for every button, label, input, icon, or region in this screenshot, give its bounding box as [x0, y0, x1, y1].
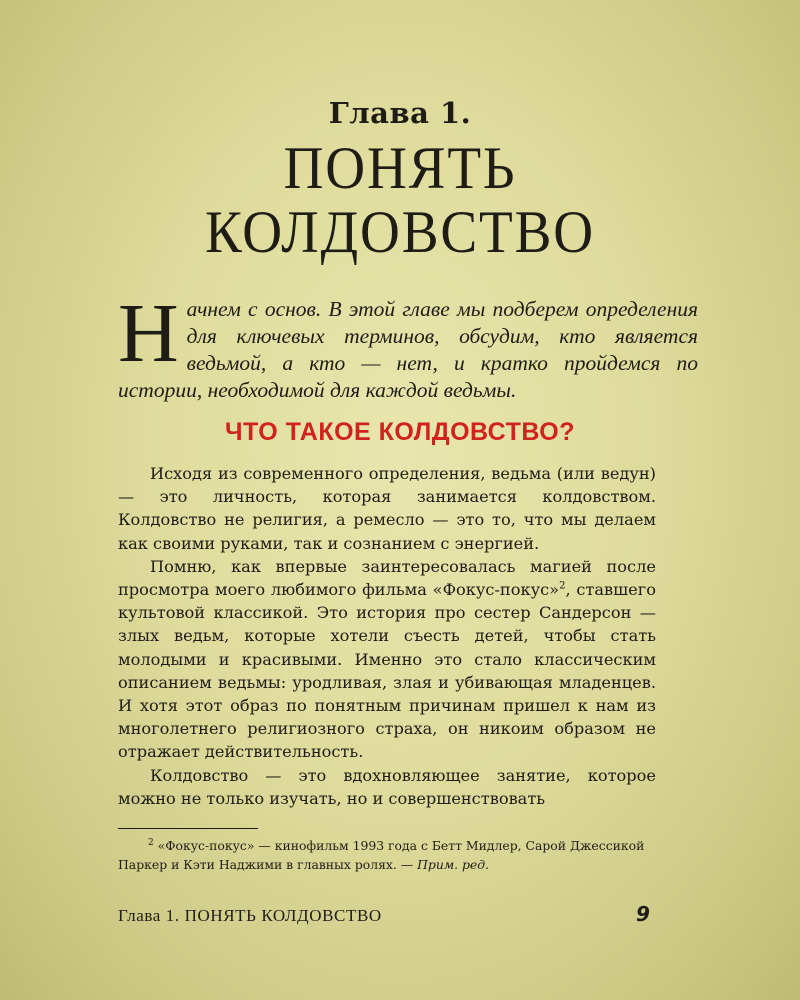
chapter-title-line-1: ПОНЯТЬ — [283, 135, 517, 201]
body-paragraph-3: Колдовство — это вдохновляющее занятие, которое можно не только изучать, но и совершенствовать — [118, 765, 656, 808]
chapter-title-line-2: КОЛДОВСТВО — [205, 199, 595, 265]
footnote-editor-note: Прим. ред. — [417, 857, 490, 873]
chapter-label: Глава 1. — [328, 96, 472, 130]
footnote-reference[interactable]: 2 — [559, 580, 566, 592]
page-number: 9 — [636, 902, 650, 926]
footnote-divider — [118, 828, 258, 829]
running-head: Глава 1. ПОНЯТЬ КОЛДОВСТВО — [118, 906, 382, 925]
footnote-text: «Фокус-покус» — кинофильм 1993 года с Бетт Мидлер, Сарой Джессикой Паркер и Кэти Наджими в главных ролях. — — [118, 838, 645, 873]
drop-cap: Н — [118, 287, 179, 380]
intro-text: ачнем с основ. В этой главе мы подберем определения для ключевых терминов, обсудим, кто является ведьмой, а кто — нет, и кратко пройдемся по истории, необходимой для каждой ведьмы. — [118, 297, 698, 402]
intro-paragraph — [118, 287, 698, 404]
footnote — [118, 834, 658, 874]
section-heading: ЧТО ТАКОЕ КОЛДОВСТВО? — [224, 418, 575, 446]
body-paragraph-1: Исходя из современного определения, ведьма (или ведун) — это личность, которая занимается колдовством. Колдовство не религия, а ремесло — это то, что мы делаем как своими руками, так и сознанием с энергией. — [118, 464, 656, 553]
body-paragraph-2-end: , ставшего культовой классикой. Это история про сестер Сандерсон — злых ведьм, которые хотели съесть детей, чтобы стать молодыми и красивыми. Именно это стало классическим описанием ведьмы: уродливая, злая и убивающая младенцев. И хотя этот образ по понятным причинам пришел к нам из многолетнего религиозного страха, он никоим образом не отражает действительность. — [118, 580, 656, 762]
chapter-title — [32, 136, 768, 264]
footnote-marker: 2 — [148, 838, 154, 848]
body-paragraph-2-start: Помню, как впервые заинтересовалась магией после просмотра моего любимого фильма «Фокус-покус» — [118, 556, 656, 600]
body-paragraph-2 — [118, 555, 656, 764]
body-text — [118, 462, 656, 810]
